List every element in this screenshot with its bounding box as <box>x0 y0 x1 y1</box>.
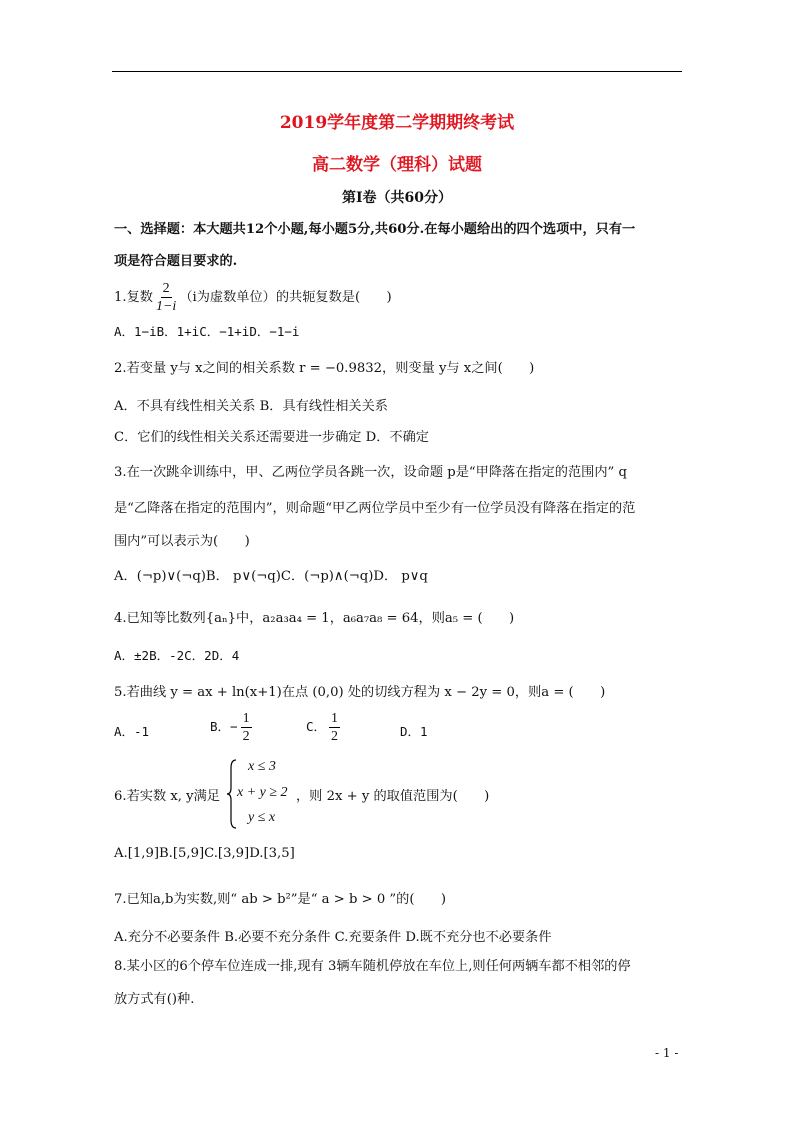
q5-c-num: 1 <box>331 711 339 726</box>
section-heading: 第Ⅰ卷（共60分） <box>341 190 453 206</box>
question-5: 5.若曲线 y = ax + ln(x+1)在点 (0,0) 处的切线方程为 x − 2y = 0，则a = ( ) <box>114 685 606 700</box>
q6-condition-1: x ≤ 3 <box>248 759 276 774</box>
q1-prefix: 1.复数 <box>114 290 153 305</box>
q5-c-den: 2 <box>331 729 339 744</box>
q5-option-d: D．1 <box>400 724 428 739</box>
header-rule <box>112 71 682 72</box>
q4-options: A．±2B．-2C．2D．4 <box>114 648 240 663</box>
q1-suffix: （i为虚数单位）的共轭复数是( ) <box>179 290 392 305</box>
q1-fraction <box>156 280 176 315</box>
q2-options-1: A．不具有线性相关关系 B．具有线性相关关系 <box>114 399 388 414</box>
instructions-line-1: 一、选择题：本大题共12个小题,每小题5分,共60分.在每小题给出的四个选项中，只有一 <box>114 222 636 237</box>
q5-option-c <box>306 710 343 745</box>
question-4: 4.已知等比数列{aₙ}中，a₂a₃a₄ = 1，a₆a₇a₈ = 64，则a₅ = ( ) <box>114 611 515 626</box>
q1-frac-den: 1−i <box>155 299 177 314</box>
q5-option-b-fraction <box>241 710 252 745</box>
exam-subtitle: 高二数学（理科）试题 <box>312 155 482 175</box>
q5-b-den: 2 <box>242 729 250 744</box>
q6-condition-2: x + y ≥ 2 <box>237 785 288 800</box>
q3-options: A．(¬p)∨(¬q)B． p∨(¬q)C．(¬p)∧(¬q)D． p∨q <box>114 569 428 584</box>
question-3-line-3: 围内”可以表示为( ) <box>114 534 250 549</box>
q6-options: A.[1,9]B.[5,9]C.[3,9]D.[3,5] <box>114 846 295 861</box>
question-3-line-2: 是“乙降落在指定的范围内”，则命题“甲乙两位学员中至少有一位学员没有降落在指定的范 <box>114 501 636 516</box>
q5-option-a: A．-1 <box>114 724 150 739</box>
question-8-line-1: 8.某小区的6个停车位连成一排,现有 3辆车随机停放在车位上,则任何两辆车都不相邻的停 <box>114 959 631 974</box>
q5-option-b-prefix: B．− <box>210 719 238 734</box>
instructions-line-2: 项是符合题目要求的. <box>114 254 238 269</box>
page-number: - 1 - <box>655 1046 679 1060</box>
q6-prefix: 6.若实数 x, y满足 <box>114 789 220 804</box>
q6-condition-3: y ≤ x <box>248 810 276 825</box>
q5-option-b <box>210 710 255 745</box>
question-7: 7.已知a,b为实数,则“ ab > b²”是“ a > b > 0 ”的( ) <box>114 892 447 907</box>
question-1 <box>114 280 392 315</box>
question-2: 2.若变量 y与 x之间的相关系数 r = −0.9832，则变量 y与 x之间( ) <box>114 361 535 376</box>
question-3-line-1: 3.在一次跳伞训练中，甲、乙两位学员各跳一次，设命题 p是“甲降落在指定的范围内” q <box>114 465 627 480</box>
q7-options: A.充分不必要条件 B.必要不充分条件 C.充要条件 D.既不充分也不必要条件 <box>114 930 552 945</box>
q6-suffix: ，则 2x + y 的取值范围为( ) <box>296 789 490 804</box>
q2-options-2: C．它们的线性相关关系还需要进一步确定 D．不确定 <box>114 430 429 445</box>
q1-options: A．1−iB．1+iC．−1+iD．−1−i <box>114 324 300 339</box>
exam-title: 2019学年度第二学期期终考试 <box>279 113 515 133</box>
q5-option-c-prefix: C． <box>306 719 327 734</box>
q5-b-num: 1 <box>242 711 250 726</box>
q5-option-c-fraction <box>329 710 340 745</box>
q1-frac-num: 2 <box>162 281 170 296</box>
question-8-line-2: 放方式有()种. <box>114 992 195 1007</box>
